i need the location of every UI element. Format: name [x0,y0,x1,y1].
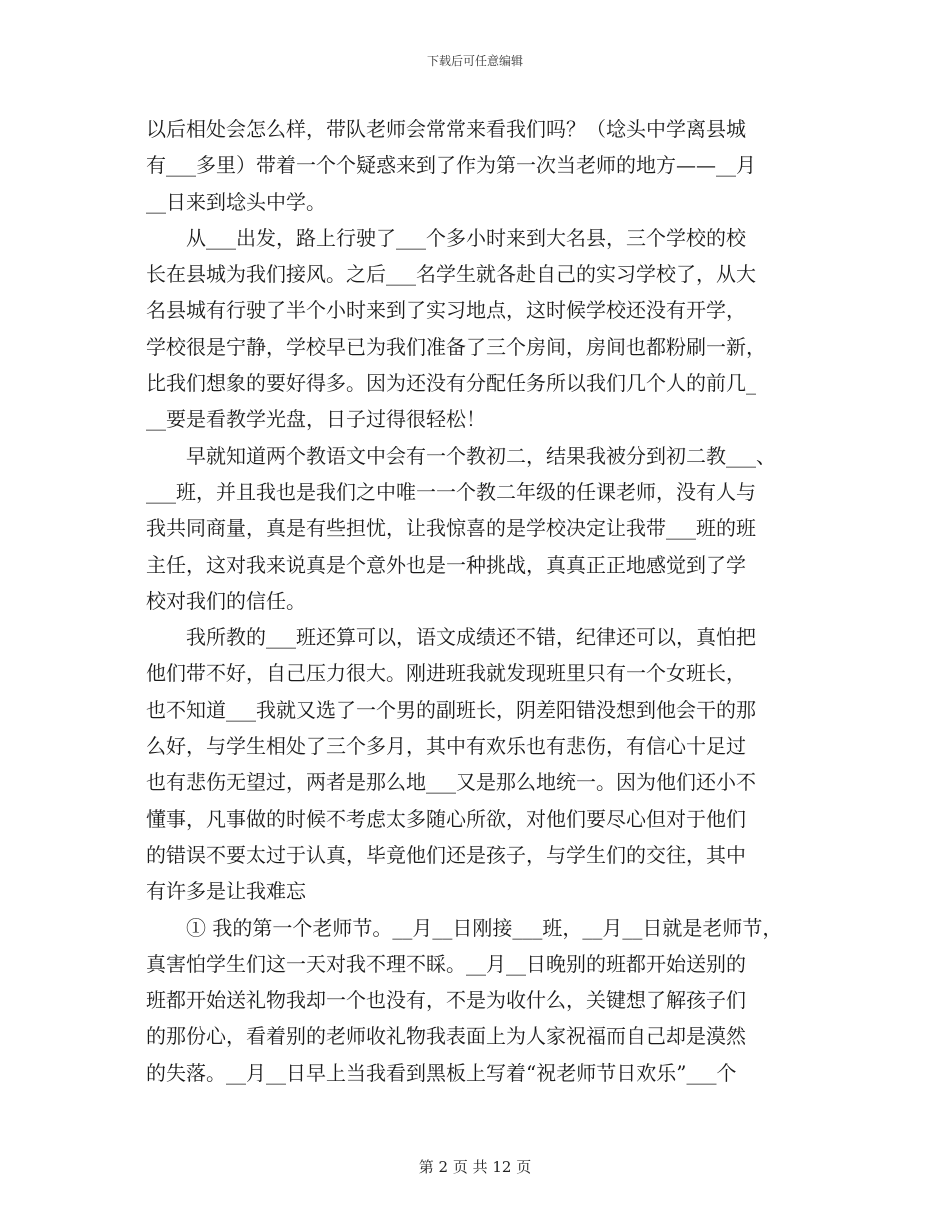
text-line: 名县城有行驶了半个小时来到了实习地点，这时候学校还没有开学， [146,298,746,323]
document-body [146,111,826,1091]
text-line: 他们带不好，自己压力很大。刚进班我就发现班里只有一个女班长， [146,661,746,686]
text-line: 真害怕学生们这一天对我不理不睬。__月__日晚别的班都开始送别的 [146,951,746,976]
text-line: __要是看教学光盘，日子过得很轻松！ [146,407,486,432]
text-line: 的失落。__月__日早上当我看到黑板上写着“祝老师节日欢乐”___个 [146,1060,737,1085]
text-line: 也不知道___我就又选了一个男的副班长，阴差阳错没想到他会干的那 [146,697,756,722]
text-line: 比我们想象的要好得多。因为还没有分配任务所以我们几个人的前几_ [146,371,756,396]
text-line: 早就知道两个教语文中会有一个教初二，结果我被分到初二教___、 [146,443,776,468]
text-line: ___班，并且我也是我们之中唯一一个教二年级的任课老师，没有人与 [146,479,756,504]
text-line: __日来到埝头中学。 [146,189,326,214]
page-header-note: 下载后可任意编辑 [426,54,523,68]
text-line: 主任，这对我来说真是个意外也是一种挑战，真真正正地感觉到了学 [146,552,746,577]
text-line: 的错误不要太过于认真，毕竟他们还是孩子，与学生们的交往，其中 [146,842,746,867]
text-line: 校对我们的信任。 [146,588,306,613]
text-line: 以后相处会怎么样，带队老师会常常来看我们吗？（埝头中学离县城 [146,117,746,141]
text-line: 班都开始送礼物我却一个也没有，不是为收什么，关键想了解孩子们 [146,988,746,1013]
text-line: 长在县城为我们接风。之后___名学生就各赴自己的实习学校了，从大 [146,262,756,287]
text-line: 学校很是宁静，学校早已为我们准备了三个房间，房间也都粉刷一新， [146,334,766,359]
text-line: 也有悲伤无望过，两者是那么地___又是那么地统一。因为他们还小不 [146,770,756,795]
text-line: 有许多是让我难忘 [146,879,306,904]
text-line: 懂事，凡事做的时候不考虑太多随心所欲，对他们要尽心但对于他们 [146,806,746,831]
text-line: 我共同商量，真是有些担忧，让我惊喜的是学校决定让我带___班的班 [146,516,756,541]
text-line: 的那份心，看着别的老师收礼物我表面上为人家祝福而自己却是漠然 [146,1024,746,1049]
page-number: 第 2 页 共 12 页 [418,1158,532,1176]
text-line: 我所教的___班还算可以，语文成绩还不错，纪律还可以，真怕把 [146,625,756,650]
text-line: ① 我的第一个老师节。__月__日刚接___班，__月__日就是老师节， [146,915,783,940]
text-line: 么好，与学生相处了三个多月，其中有欢乐也有悲伤，有信心十足过 [146,734,746,759]
text-line: 从___出发，路上行驶了___个多小时来到大名县，三个学校的校 [146,225,746,250]
text-line: 有___多里）带着一个个疑惑来到了作为第一次当老师的地方——__月 [146,153,756,178]
